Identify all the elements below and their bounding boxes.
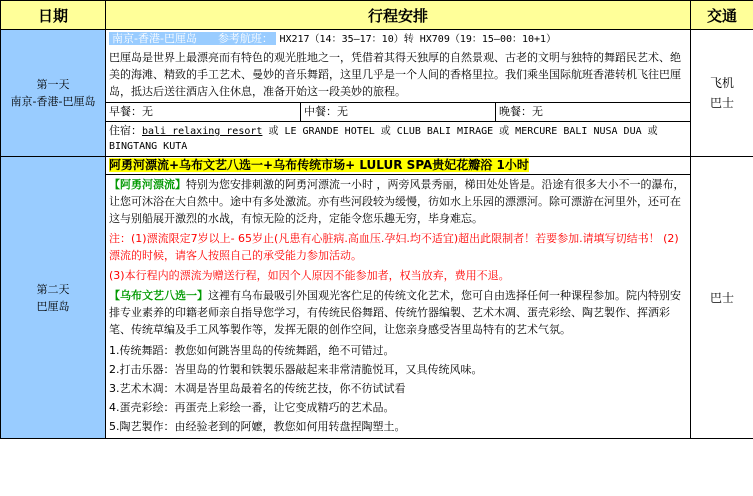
day1-transport-cell [691, 30, 753, 157]
day1-route: 南京-香港-巴厘岛 [10, 95, 96, 108]
header-itinerary: 行程安排 [106, 1, 691, 30]
day2-title: 阿勇河漂流+乌布文艺八选一+乌布传统市场+ LULUR SPA贵妃花瓣浴 1小时 [109, 158, 529, 172]
day2-ubud [106, 286, 690, 340]
day2-transport-bus: 巴士 [709, 290, 734, 305]
header-transport: 交通 [691, 1, 753, 30]
ubud-tag: 【乌布文艺八选一】 [109, 289, 208, 302]
day1-description: 巴厘岛是世界上最漂亮而有特色的观光胜地之一，凭借着其得天独厚的自然景观、古老的文明与独特的舞蹈民艺术、绝美的海滩、精致的手工艺术、曼妙的音乐舞蹈，这里几乎是一个人间的香格里拉。我们乘坐国际航班香港转机飞往巴厘岛，抵达后送往酒店入住休息，准备开始这一段美妙的旅程。 [109, 51, 681, 98]
day1-title-line [106, 30, 690, 48]
day1-flight-info: HX217（14：35—17：10）转 HX709（19：15—00：10+1） [279, 34, 557, 45]
day1-row [1, 30, 753, 157]
list-item: 5.陶艺製作：由经验老到的阿嬷，教您如何用转盘捏陶塑土。 [109, 420, 406, 433]
day2-rafting [106, 174, 690, 229]
rafting-note-1: 注：(1)漂流限定7岁以上- 65岁止(凡患有心脏病.高血压.孕妇.均不适宜)超出此限制者！若要参加.请填写切结书！ (2)漂流的时候，请客人按照自己的承受能力参加活动。 [109, 232, 679, 262]
day1-transport-plane: 飞机 [709, 76, 734, 90]
list-item: 3.艺术木凋：木凋是峇里岛最着名的传统艺技，你不彷试试看 [109, 382, 406, 395]
day2-place: 巴厘岛 [36, 299, 70, 313]
day2-label: 第二天 [36, 282, 70, 296]
header-date: 日期 [1, 1, 106, 30]
rafting-tag: 【阿勇河漂流】 [109, 178, 186, 191]
day1-hotel: 住宿：bali relaxing resort 或 LE GRANDE HOTEL 或 CLUB BALI MIRAGE 或 MERCURE BALI NUSA DUA 或 BINGTANG KUTA [106, 121, 690, 156]
day1-route-title: 南京-香港-巴厘岛 参考航班： [109, 32, 276, 45]
list-item: 1.传统舞蹈：教您如何跳峇里岛的传统舞蹈，绝不可错过。 [109, 344, 395, 357]
day1-date-cell [1, 30, 106, 157]
day1-meals [106, 102, 690, 121]
day2-transport-cell [691, 157, 753, 439]
day1-dinner: 晚餐：无 [499, 105, 543, 118]
day1-breakfast: 早餐：无 [106, 103, 301, 121]
list-item: 2.打击乐器：峇里岛的竹製和铁製乐器敲起来非常清脆悦耳，又具传统风味。 [109, 363, 483, 376]
day2-date-cell [1, 157, 106, 439]
day2-row [1, 157, 753, 439]
ubud-desc: 这裡有乌布最吸引外国观光客伫足的传统文化艺术，您可自由选择任何一种课程参加。院内特别安排专业素养的印籍老师亲自指导您学习，有传统民俗舞蹈、传统竹器编製、艺术木凋、蛋壳彩绘、陶艺製作、挥洒彩笔、传统草编及手工风筝製作等，发挥无限的创作空间，让您亲身感受峇里岛特有的艺术气氛。 [109, 289, 681, 336]
header-row [1, 1, 753, 30]
day1-transport-bus: 巴士 [709, 96, 734, 110]
day1-lunch: 中餐：无 [301, 103, 496, 121]
rafting-note-2: (3)本行程内的漂流为赠送行程，如因个人原因不能参加者，权当放弃，费用不退。 [109, 269, 510, 282]
day1-label: 第一天 [36, 78, 70, 91]
ubud-options-list [106, 340, 690, 438]
day2-itinerary-cell [106, 157, 691, 439]
list-item: 4.蛋壳彩绘：再蛋壳上彩绘一番，让它变成精巧的艺术品。 [109, 401, 395, 414]
day1-hotel-underlined: bali relaxing resort [142, 126, 263, 137]
day1-itinerary-cell [106, 30, 691, 157]
rafting-desc: 特别为您安排刺激的阿勇河漂流一小时 ，两旁风景秀丽，梯田处处皆是。沿途有很多大小不一的瀑布，让您可沐浴在大自然中。途中有多处激流。亦有些河段较为缓慢，彷如水上乐园的漂漂河。除可漂游在河里外，还可在这与别船展开激烈的水战，有惊无险的泛舟，定能令您乐趣无穷，毕身难忘。 [109, 178, 685, 225]
day2-title-line [106, 157, 690, 174]
